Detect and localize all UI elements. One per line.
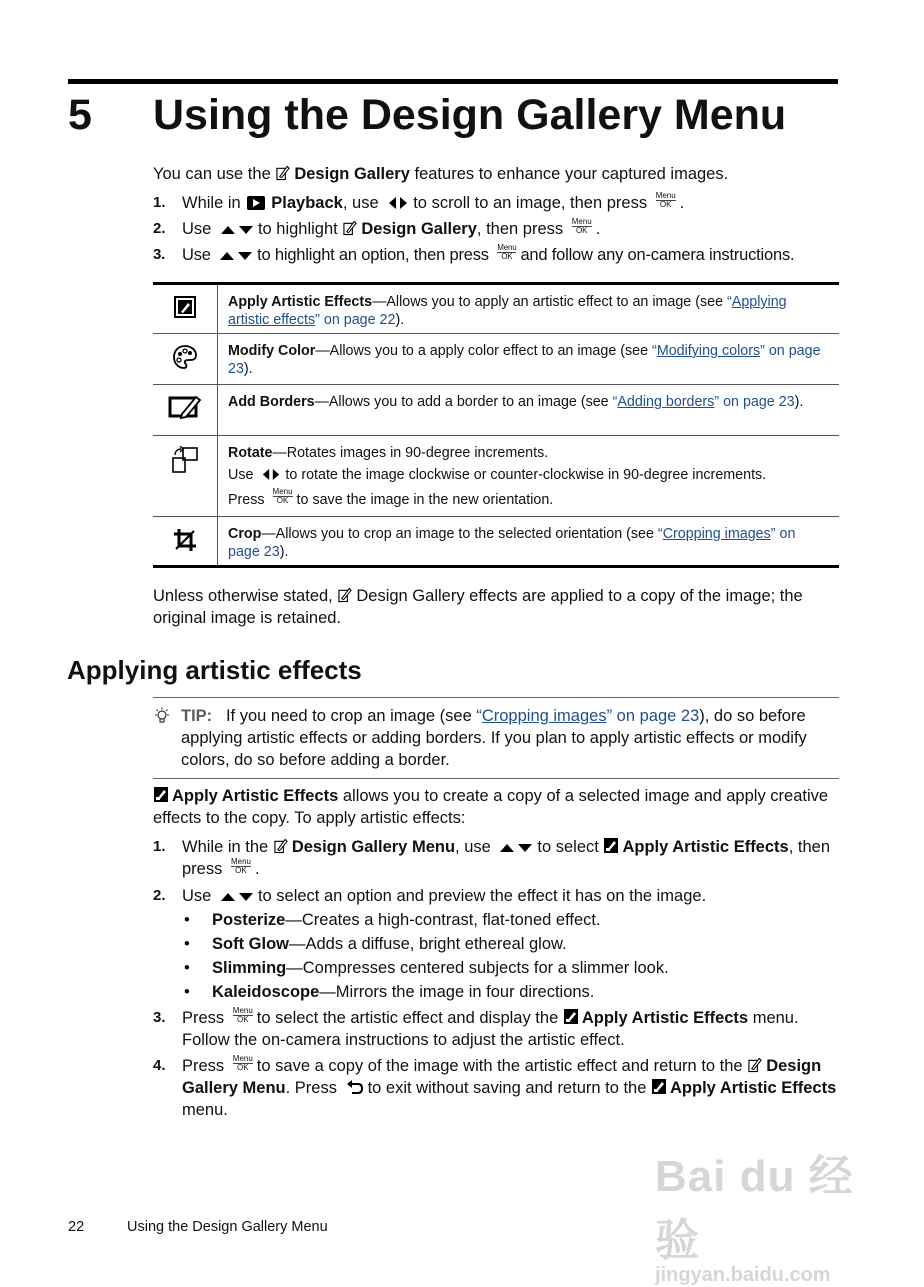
list-item: • Slimming—Compresses centered subjects for a slimmer look. xyxy=(182,956,843,980)
list-item: • Posterize—Creates a high-contrast, flat-toned effect. xyxy=(182,908,843,932)
step-2: 2. Use to highlight Design Gallery, then press Menu OK . xyxy=(153,217,601,238)
chapter-rule xyxy=(68,79,838,84)
menu-ok-button-icon: Menu OK xyxy=(272,487,293,505)
up-down-arrows-icon xyxy=(220,223,254,235)
step-3: 3. Use to highlight an option, then press Menu OK and follow any on-camera instructions. xyxy=(153,243,795,264)
menu-ok-button-icon: Menu OK xyxy=(497,243,517,261)
menu-ok-button-icon: Menu OK xyxy=(232,1006,253,1024)
link-modifying-colors[interactable]: “Modifying colors” on page 23 xyxy=(228,343,821,377)
link-cropping-images[interactable]: “Cropping images” on page 23 xyxy=(228,526,796,560)
design-gallery-icon xyxy=(338,587,352,603)
playback-icon xyxy=(247,196,265,210)
apply-artistic-icon xyxy=(173,295,197,319)
apply-artistic-icon xyxy=(651,1078,667,1095)
up-down-arrows-icon xyxy=(220,890,254,902)
baidu-watermark: Bai du 经验 jingyan.baidu.com xyxy=(655,1152,854,1286)
intro-paragraph: You can use the Design Gallery features to enhance your captured images. xyxy=(153,165,729,183)
design-gallery-icon xyxy=(343,220,357,236)
design-gallery-icon xyxy=(276,165,290,181)
effects-list xyxy=(153,908,843,1004)
link-adding-borders[interactable]: “Adding borders” on page 23 xyxy=(612,394,795,410)
menu-ok-button-icon: Menu OK xyxy=(232,1054,253,1072)
apply-artistic-intro: Apply Artistic Effects allows you to create a copy of a selected image and apply creative effects to the copy. To apply artistic effects: xyxy=(153,787,829,827)
border-icon xyxy=(168,395,202,419)
table-row: Crop—Allows you to crop an image to the selected orientation (see “Cropping images” on page 23). xyxy=(153,516,839,565)
steps-list-1 xyxy=(153,192,853,266)
table-row: Apply Artistic Effects—Allows you to apply an artistic effect to an image (see “Applying artistic effects” on page 22). xyxy=(153,285,839,333)
tip-text: TIP: If you need to crop an image (see “Cropping images” on page 23), do so before applying artistic effects or adding borders. If you plan to apply artistic effects or modify colors, do so before adding a border. xyxy=(181,707,807,769)
menu-ok-button-icon: Menu OK xyxy=(230,857,251,875)
step-1: 1. While in Playback, use to scroll to an image, then press Menu OK . xyxy=(153,191,685,212)
left-right-arrows-icon xyxy=(387,196,409,210)
list-item: • Soft Glow—Adds a diffuse, bright ethereal glow. xyxy=(182,932,843,956)
link-tip-cropping-images[interactable]: “Cropping images” on page 23 xyxy=(476,707,700,725)
design-gallery-icon xyxy=(748,1057,762,1073)
page-number: 22 xyxy=(68,1219,85,1235)
lightbulb-icon xyxy=(153,707,171,725)
rotate-icon xyxy=(171,446,199,474)
menu-ok-button-icon: Menu OK xyxy=(571,217,592,235)
table-row: Modify Color—Allows you to a apply color effect to an image (see “Modifying colors” on page 23). xyxy=(153,333,839,384)
chapter-number: 5 xyxy=(68,91,92,139)
chapter-title: Using the Design Gallery Menu xyxy=(153,91,787,139)
crop-icon xyxy=(172,527,198,553)
list-item: • Kaleidoscope—Mirrors the image in four directions. xyxy=(182,980,843,1004)
footer-title: Using the Design Gallery Menu xyxy=(127,1219,328,1235)
step-3: 3. Press Menu OK to select the artistic effect and display the Apply Artistic Effects menu. Follow the on-camera instructions to adjust the artistic effect. xyxy=(153,1006,799,1049)
up-down-arrows-icon xyxy=(219,249,253,261)
step-2: 2. Use to select an option and preview the effect it has on the image. xyxy=(153,887,707,905)
design-gallery-options-table xyxy=(153,282,839,568)
link-applying-artistic-effects[interactable]: “Applying artistic effects” on page 22 xyxy=(228,294,787,328)
step-1: 1. While in the Design Gallery Menu, use to select Apply Artistic Effects, then press Menu OK . xyxy=(153,838,831,878)
design-gallery-icon xyxy=(274,838,288,854)
section-heading: Applying artistic effects xyxy=(67,655,362,685)
palette-icon xyxy=(172,344,198,370)
apply-artistic-icon xyxy=(563,1008,579,1025)
left-right-arrows-icon xyxy=(261,468,281,481)
table-row: Add Borders—Allows you to add a border to an image (see “Adding borders” on page 23). xyxy=(153,384,839,435)
tip-box xyxy=(153,697,839,779)
apply-artistic-icon xyxy=(153,786,169,803)
table-row: Rotate—Rotates images in 90-degree increments. Use to rotate the image clockwise or counter-clockwise in 90-degree increments. Press Menu OK to save the image in the new orientation. xyxy=(153,435,839,516)
steps-list-2 xyxy=(153,836,843,1121)
up-down-arrows-icon xyxy=(499,841,533,853)
back-arrow-icon xyxy=(346,1079,364,1095)
menu-ok-button-icon: Menu OK xyxy=(655,191,676,209)
unless-paragraph: Unless otherwise stated, Design Gallery effects are applied to a copy of the image; the original image is retained. xyxy=(153,587,803,627)
step-4: 4. Press Menu OK to save a copy of the image with the artistic effect and return to the Design Gallery Menu. Press to exit without saving and return to the Apply Artistic Effects menu. xyxy=(153,1054,837,1119)
apply-artistic-icon xyxy=(603,837,619,854)
